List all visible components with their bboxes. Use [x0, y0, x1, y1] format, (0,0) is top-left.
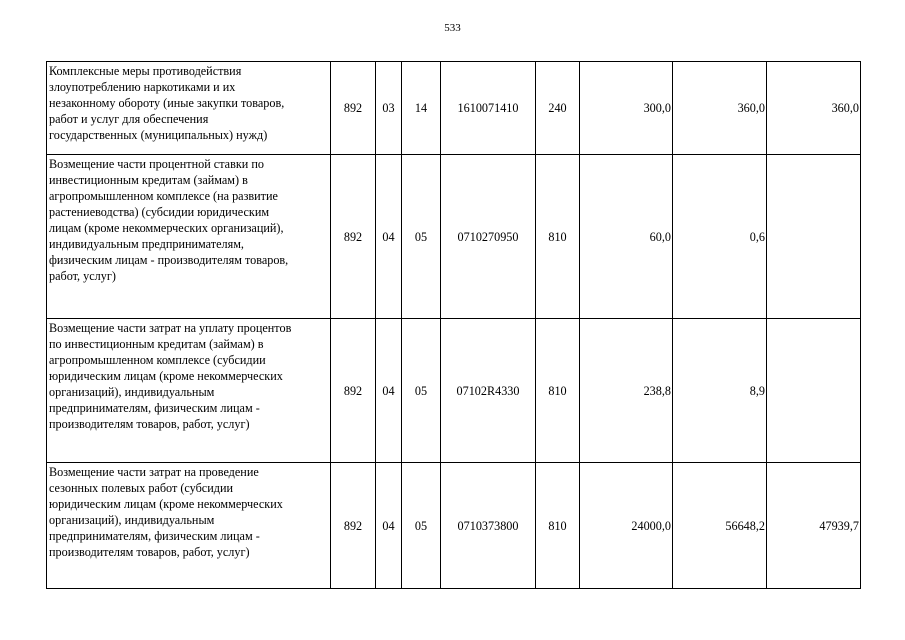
- amount-2: 0,6: [673, 155, 767, 319]
- ministry-code: 892: [331, 319, 376, 463]
- table-row: [47, 62, 861, 155]
- table-row: [47, 463, 861, 589]
- budget-table: [46, 61, 861, 589]
- ministry-code: 892: [331, 463, 376, 589]
- row-description: Возмещение части затрат на уплату процентов по инвестиционным кредитам (займам) в агропромышленном комплексе (субсидии юридическим лицам (кроме некоммерческих организаций), индивидуальным предпринимателям, физическим лицам - производителям товаров, работ, услуг): [49, 321, 292, 431]
- section-code: 04: [376, 155, 402, 319]
- amount-1: 60,0: [580, 155, 673, 319]
- amount-3: [767, 155, 861, 319]
- expense-type-code: 810: [536, 319, 580, 463]
- target-article-code: 1610071410: [441, 62, 536, 155]
- amount-2: 8,9: [673, 319, 767, 463]
- page-number: 533: [444, 22, 461, 34]
- table-row: [47, 319, 861, 463]
- row-description-cell: [47, 319, 331, 463]
- row-description: Комплексные меры противодействия злоупотреблению наркотиками и их незаконному обороту (иные закупки товаров, работ и услуг для обеспечения государственных (муниципальных) нужд): [49, 64, 285, 142]
- amount-3: 47939,7: [767, 463, 861, 589]
- row-description-cell: [47, 62, 331, 155]
- expense-type-code: 810: [536, 155, 580, 319]
- amount-1: 238,8: [580, 319, 673, 463]
- amount-2: 56648,2: [673, 463, 767, 589]
- row-description: Возмещение части процентной ставки по инвестиционным кредитам (займам) в агропромышленном комплексе (на развитие растениеводства) (субсидии юридическим лицам (кроме некоммерческих организаций), индивидуальным предпринимателям, физическим лицам - производителям товаров, работ, услуг): [49, 157, 289, 283]
- subsection-code: 05: [402, 319, 441, 463]
- section-code: 04: [376, 319, 402, 463]
- section-code: 03: [376, 62, 402, 155]
- row-description-cell: [47, 155, 331, 319]
- amount-3: [767, 319, 861, 463]
- target-article-code: 0710373800: [441, 463, 536, 589]
- section-code: 04: [376, 463, 402, 589]
- expense-type-code: 810: [536, 463, 580, 589]
- table-row: [47, 155, 861, 319]
- expense-type-code: 240: [536, 62, 580, 155]
- ministry-code: 892: [331, 155, 376, 319]
- amount-1: 24000,0: [580, 463, 673, 589]
- subsection-code: 05: [402, 463, 441, 589]
- ministry-code: 892: [331, 62, 376, 155]
- amount-2: 360,0: [673, 62, 767, 155]
- subsection-code: 14: [402, 62, 441, 155]
- row-description: Возмещение части затрат на проведение сезонных полевых работ (субсидии юридическим лицам (кроме некоммерческих организаций), индивидуальным предпринимателям, физическим лицам - производителям товаров, работ, услуг): [49, 465, 283, 559]
- target-article-code: 0710270950: [441, 155, 536, 319]
- row-description-cell: [47, 463, 331, 589]
- subsection-code: 05: [402, 155, 441, 319]
- amount-3: 360,0: [767, 62, 861, 155]
- target-article-code: 07102R4330: [441, 319, 536, 463]
- amount-1: 300,0: [580, 62, 673, 155]
